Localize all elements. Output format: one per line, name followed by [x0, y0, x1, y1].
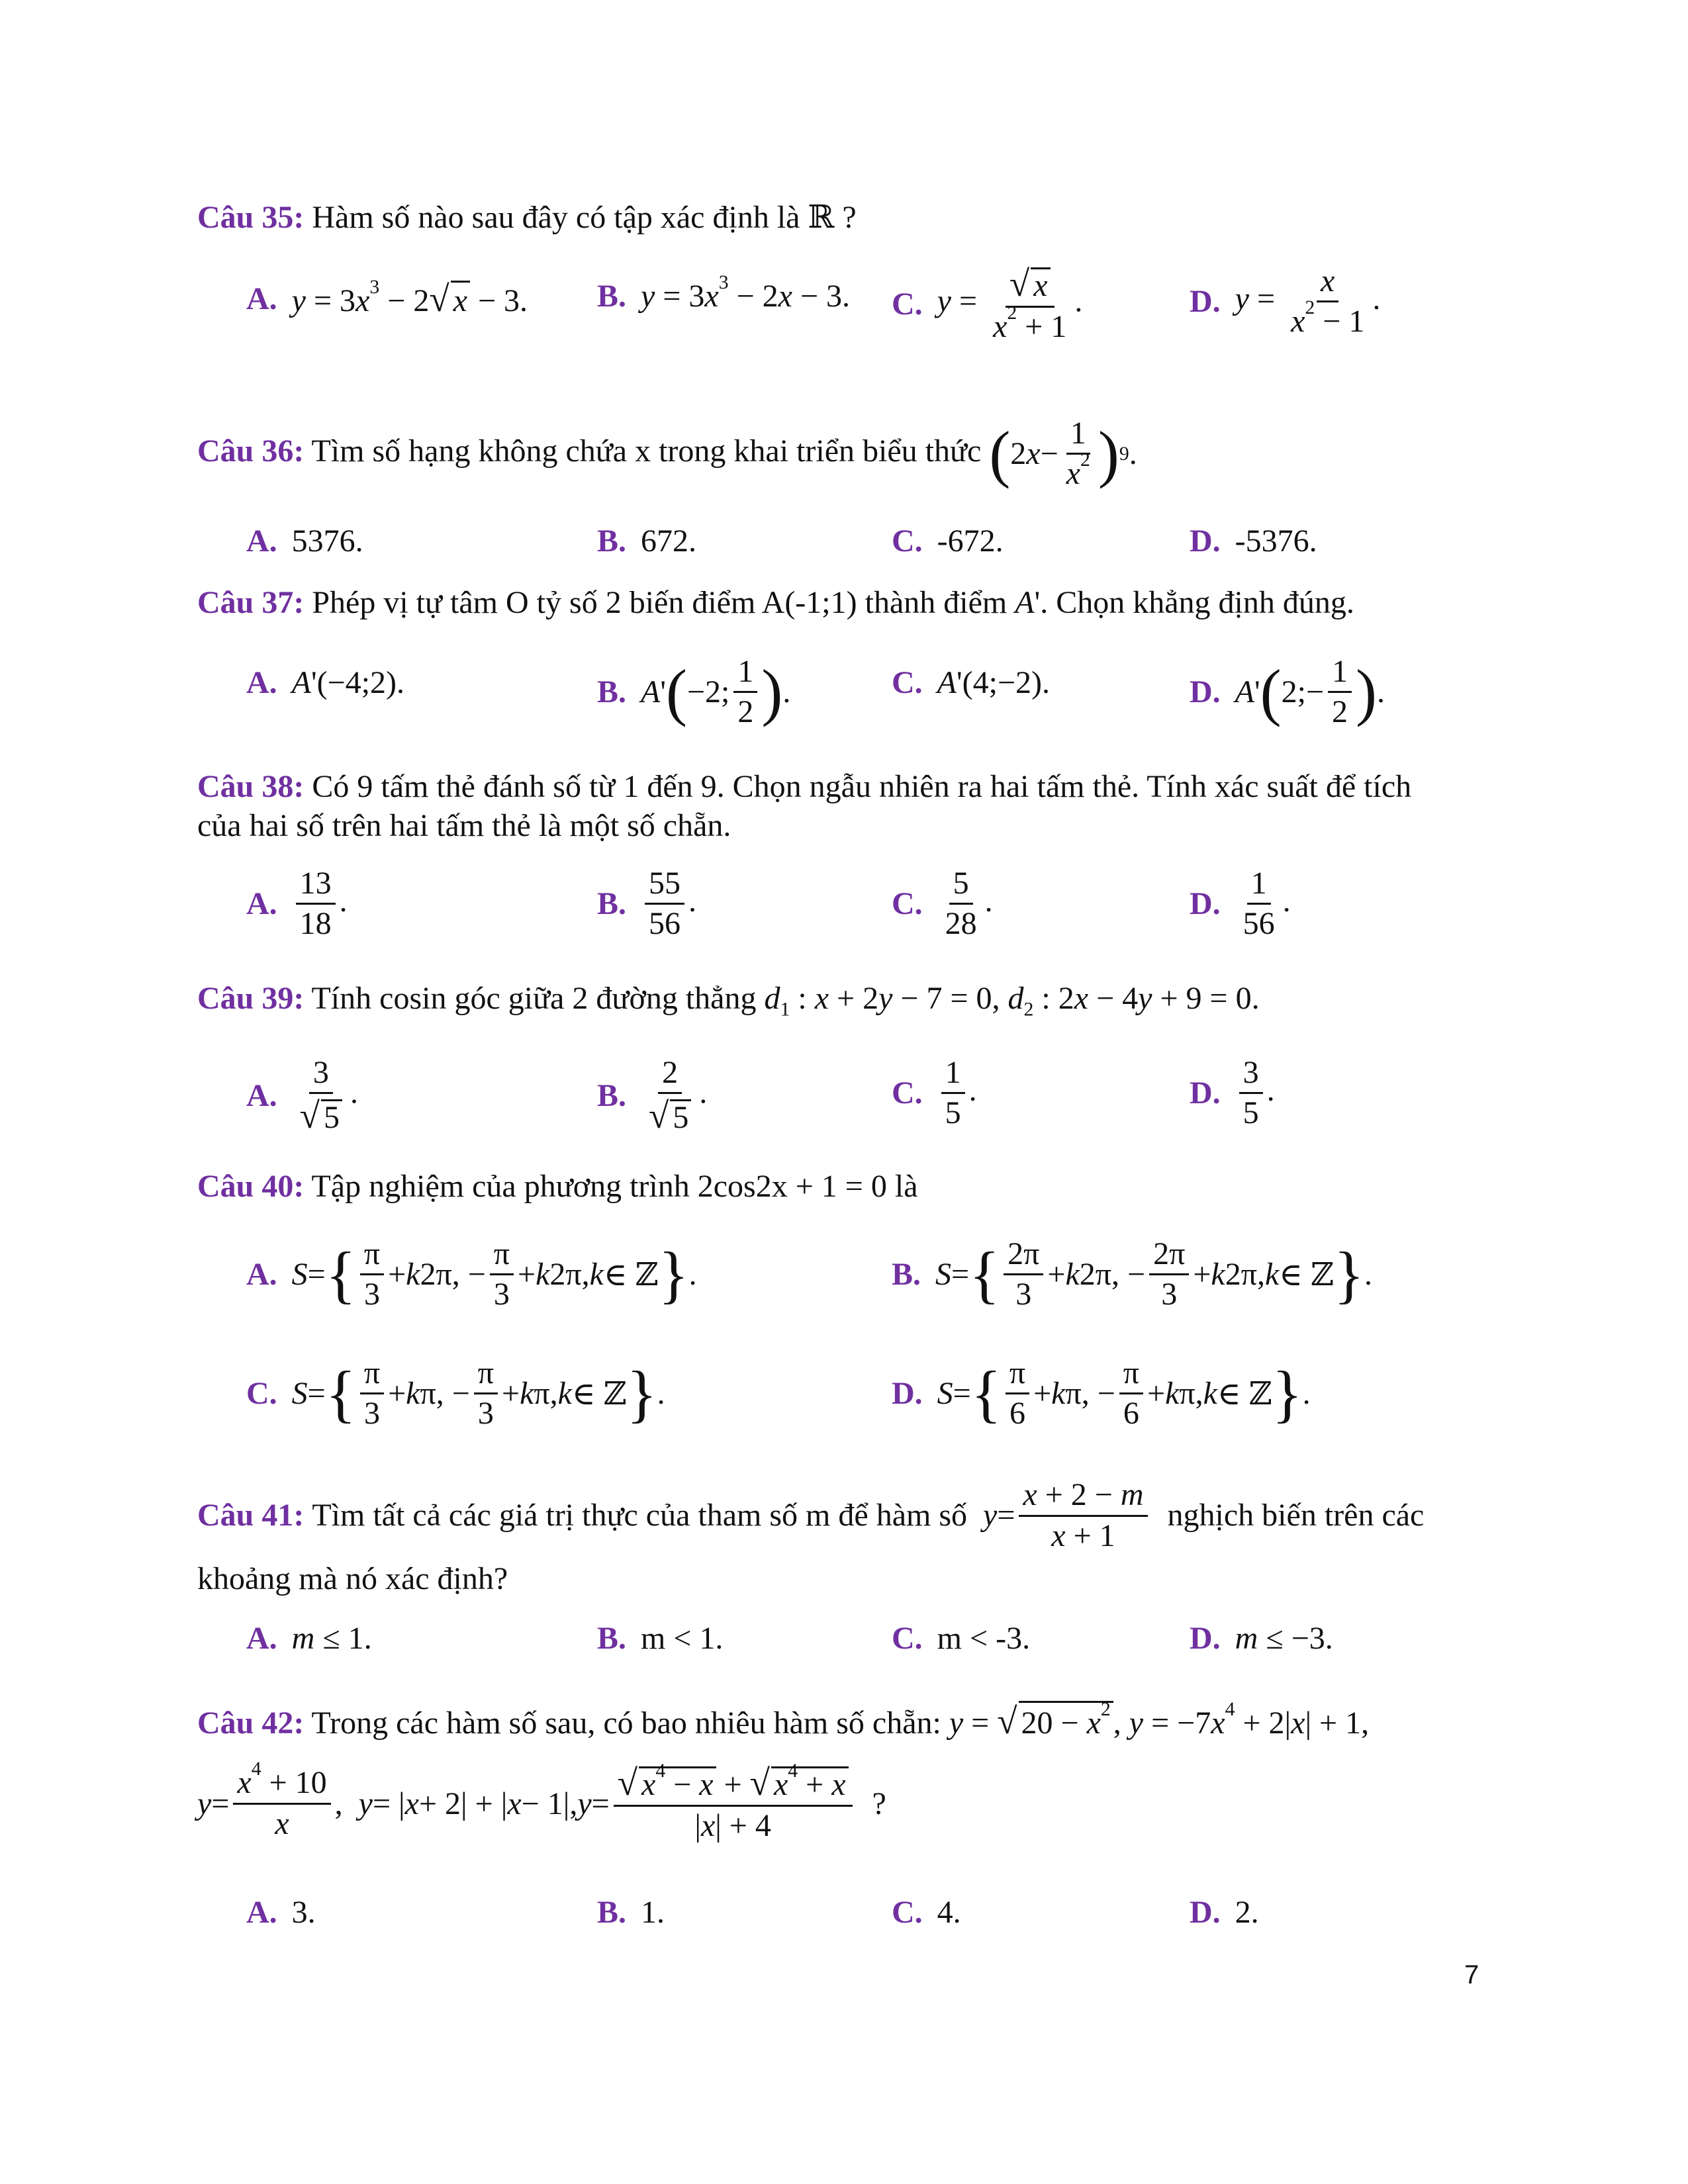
option-letter: B.: [597, 1078, 627, 1114]
option-math: m ≤ −3.: [1235, 1621, 1333, 1656]
option-math: $\frac{3}{√ 5}$ .: [299, 1055, 358, 1136]
option-letter: D.: [1190, 284, 1221, 320]
question-37: [197, 582, 1495, 623]
question-38-line2: của hai số trên hai tấm thẻ là một số chẵn.: [197, 808, 731, 843]
option-letter: D.: [1190, 1895, 1221, 1930]
option-letter: B.: [597, 1895, 627, 1930]
question-41-line2: khoảng mà nó xác định?: [197, 1561, 508, 1596]
option-text: m < 1.: [641, 1621, 724, 1656]
option-letter: C.: [892, 1075, 923, 1111]
option-letter: C.: [892, 523, 923, 559]
option-text: m < -3.: [937, 1621, 1031, 1656]
page-number: 7: [1464, 1960, 1479, 1989]
option-c[interactable]: [892, 523, 1004, 559]
option-text: 672.: [641, 523, 697, 559]
option-math: y = $\frac{x}{x^2 - 1}$ .: [1235, 263, 1381, 340]
question-math: 2cos2x + 1 = 0: [697, 1169, 895, 1204]
option-a[interactable]: [246, 278, 528, 320]
option-a[interactable]: [246, 523, 363, 559]
question-math: y = $\frac{x^4 + 10}{x}$ , y = | x + 2| + | x − 1|, y = $\frac{√ x^4 - x + √ x^4 + x}{|x| + 4}$ ?: [197, 1758, 886, 1844]
option-d[interactable]: [1190, 523, 1317, 559]
option-letter: B.: [892, 1257, 921, 1293]
question-label: Câu 37:: [197, 585, 305, 620]
option-c[interactable]: [892, 1620, 1030, 1657]
option-letter: B.: [597, 279, 627, 314]
question-42: [197, 1698, 1495, 1744]
question-39: [197, 978, 1495, 1019]
option-letter: A.: [246, 1895, 277, 1930]
option-math: m ≤ 1.: [291, 1621, 372, 1656]
option-letter: C.: [892, 1621, 923, 1656]
option-letter: C.: [892, 1895, 923, 1930]
option-letter: B.: [597, 674, 627, 710]
option-letter: A.: [246, 1621, 277, 1656]
question-label: Câu 42:: [197, 1706, 305, 1741]
option-math: $\frac{1}{56}$ .: [1243, 866, 1291, 942]
option-d[interactable]: [1190, 655, 1385, 729]
option-b[interactable]: [597, 655, 790, 729]
option-b[interactable]: [597, 867, 696, 941]
option-letter: B.: [597, 886, 627, 922]
option-c[interactable]: [892, 664, 1050, 701]
question-36: [197, 417, 1495, 491]
option-letter: B.: [597, 523, 627, 559]
option-math: $\frac{1}{5}$ .: [937, 1056, 977, 1130]
option-math: $\frac{5}{28}$ .: [945, 866, 993, 942]
option-d[interactable]: [1190, 1056, 1275, 1130]
option-b[interactable]: [597, 271, 851, 314]
options-40-row2: [246, 1357, 1504, 1436]
option-math: S = { $\frac{\pi}{3}$ + k 2π, − $\frac{\pi}{3}$ + k 2π, k ∈ ℤ } .: [291, 1236, 697, 1312]
option-c[interactable]: [246, 1357, 665, 1431]
question-text: Tìm số hạng không chứa x trong khai triển biểu thức: [311, 433, 982, 469]
question-math: A'.: [1015, 585, 1056, 620]
question-text: Phép vị tự tâm O tỷ số 2 biến điểm A(-1;1) thành điểm: [312, 585, 1008, 620]
option-d[interactable]: [892, 1357, 1311, 1431]
option-math: A'(−4;2).: [291, 665, 405, 700]
option-letter: C.: [892, 886, 923, 922]
options-40-row1: [246, 1238, 1504, 1317]
question-math: $d_1$ : x + 2y − 7 = 0, $d_2$ : 2x − 4y + 9 = 0.: [764, 981, 1260, 1021]
option-letter: A.: [246, 1078, 277, 1114]
question-label: Câu 35:: [197, 200, 305, 235]
question-text-end: Chọn khẳng định đúng.: [1056, 585, 1354, 620]
option-a[interactable]: [246, 1238, 697, 1312]
option-letter: D.: [1190, 523, 1221, 559]
option-c[interactable]: [892, 1056, 977, 1130]
question-label: Câu 39:: [197, 981, 305, 1016]
option-a[interactable]: [246, 664, 404, 701]
option-math: S = { $\frac{\pi}{3}$ + k π, − $\frac{\pi}{3}$ + k π, k ∈ ℤ } .: [291, 1355, 665, 1432]
question-40: [197, 1166, 1495, 1207]
question-35: [197, 197, 1495, 238]
question-text: Tính cosin góc giữa 2 đường thẳng: [311, 981, 757, 1016]
question-text: Tìm tất cả các giá trị thực của tham số m để hàm số: [312, 1498, 968, 1533]
options-35: [246, 263, 1504, 357]
option-text: 4.: [937, 1895, 961, 1930]
option-math: S = { $\frac{\pi}{6}$ + k π, − $\frac{\pi}{6}$ + k π, k ∈ ℤ } .: [937, 1355, 1311, 1432]
question-text-end: là: [894, 1169, 918, 1204]
option-math: S = { $\frac{2\pi}{3}$ + k 2π, − $\frac{2\pi}{3}$ + k 2π, k ∈ ℤ } .: [935, 1236, 1372, 1312]
question-38: [197, 766, 1495, 807]
question-math: y = $\frac{x + 2 - m}{x + 1}$: [983, 1479, 1152, 1553]
question-math: ( 2 x − $\frac{1}{x^2}$ ) 9 .: [989, 416, 1137, 492]
option-math: $\frac{2}{√ 5}$ .: [649, 1055, 708, 1136]
option-text: -672.: [937, 523, 1004, 559]
question-text: Có 9 tấm thẻ đánh số từ 1 đến 9. Chọn ngẫu nhiên ra hai tấm thẻ. Tính xác suất để tích: [312, 769, 1412, 804]
option-text: 1.: [641, 1895, 665, 1930]
option-b[interactable]: [597, 1894, 665, 1931]
option-math: A ' ( −2; $\frac{1}{2}$ ) .: [641, 654, 791, 730]
option-text: 3.: [291, 1895, 316, 1930]
option-b[interactable]: [892, 1238, 1372, 1312]
question-text: Tập nghiệm của phương trình: [311, 1169, 690, 1204]
option-math: $\frac{13}{18}$ .: [292, 867, 348, 941]
option-math: A ' ( 2;− $\frac{1}{2}$ ) .: [1235, 654, 1385, 730]
option-d[interactable]: [1190, 1620, 1333, 1657]
option-c[interactable]: [892, 1894, 961, 1931]
question-label: Câu 41:: [197, 1498, 305, 1533]
question-label: Câu 40:: [197, 1169, 305, 1204]
option-text: 2.: [1235, 1895, 1259, 1930]
question-math: y = √ $20 - x^2$, $y = -7x^4 + 2|x| + 1$,: [949, 1706, 1369, 1741]
option-letter: C.: [892, 287, 923, 322]
option-d[interactable]: [1190, 1894, 1259, 1931]
question-41: [197, 1476, 1495, 1555]
option-letter: A.: [246, 665, 277, 700]
option-c[interactable]: [892, 867, 993, 941]
option-a[interactable]: [246, 1056, 358, 1135]
option-a[interactable]: [246, 867, 348, 941]
option-a[interactable]: [246, 1894, 316, 1931]
question-label: Câu 38:: [197, 769, 305, 804]
question-text: Trong các hàm số sau, có bao nhiêu hàm số chẵn:: [311, 1706, 941, 1741]
option-letter: C.: [892, 665, 923, 700]
option-d[interactable]: [1190, 265, 1380, 339]
option-b[interactable]: [597, 1056, 707, 1135]
option-text: 5376.: [291, 523, 363, 559]
option-math: A'(4;−2).: [937, 665, 1051, 700]
option-math: $y = 3x^3 - 2x - 3$.: [641, 271, 851, 314]
question-text-end: nghịch biến trên các: [1167, 1498, 1425, 1533]
question-42-line2: [197, 1760, 886, 1846]
option-letter: A.: [246, 886, 277, 922]
option-letter: D.: [892, 1376, 923, 1412]
question-text: Hàm số nào sau đây có tập xác định là ℝ ?: [312, 200, 857, 235]
option-letter: D.: [1190, 674, 1221, 710]
option-math: $y = 3x^3 - 2√$ x − 3.: [291, 276, 528, 319]
option-b[interactable]: [597, 523, 696, 559]
option-letter: A.: [246, 281, 277, 316]
option-text: -5376.: [1235, 523, 1317, 559]
option-b[interactable]: [597, 1620, 723, 1657]
option-letter: B.: [597, 1621, 627, 1656]
option-letter: D.: [1190, 1621, 1221, 1656]
option-letter: D.: [1190, 886, 1221, 922]
option-letter: A.: [246, 1257, 277, 1293]
option-c[interactable]: [892, 265, 1082, 343]
option-letter: C.: [246, 1376, 277, 1412]
option-math: y = $\frac{√ x}{x^2 + 1}$ .: [937, 263, 1083, 344]
question-label: Câu 36:: [197, 433, 305, 469]
option-math: $\frac{55}{56}$ .: [641, 867, 696, 941]
option-a[interactable]: [246, 1620, 372, 1657]
option-letter: D.: [1190, 1075, 1221, 1111]
option-letter: A.: [246, 523, 277, 559]
option-math: $\frac{3}{5}$ .: [1235, 1056, 1275, 1130]
option-d[interactable]: [1190, 867, 1291, 941]
